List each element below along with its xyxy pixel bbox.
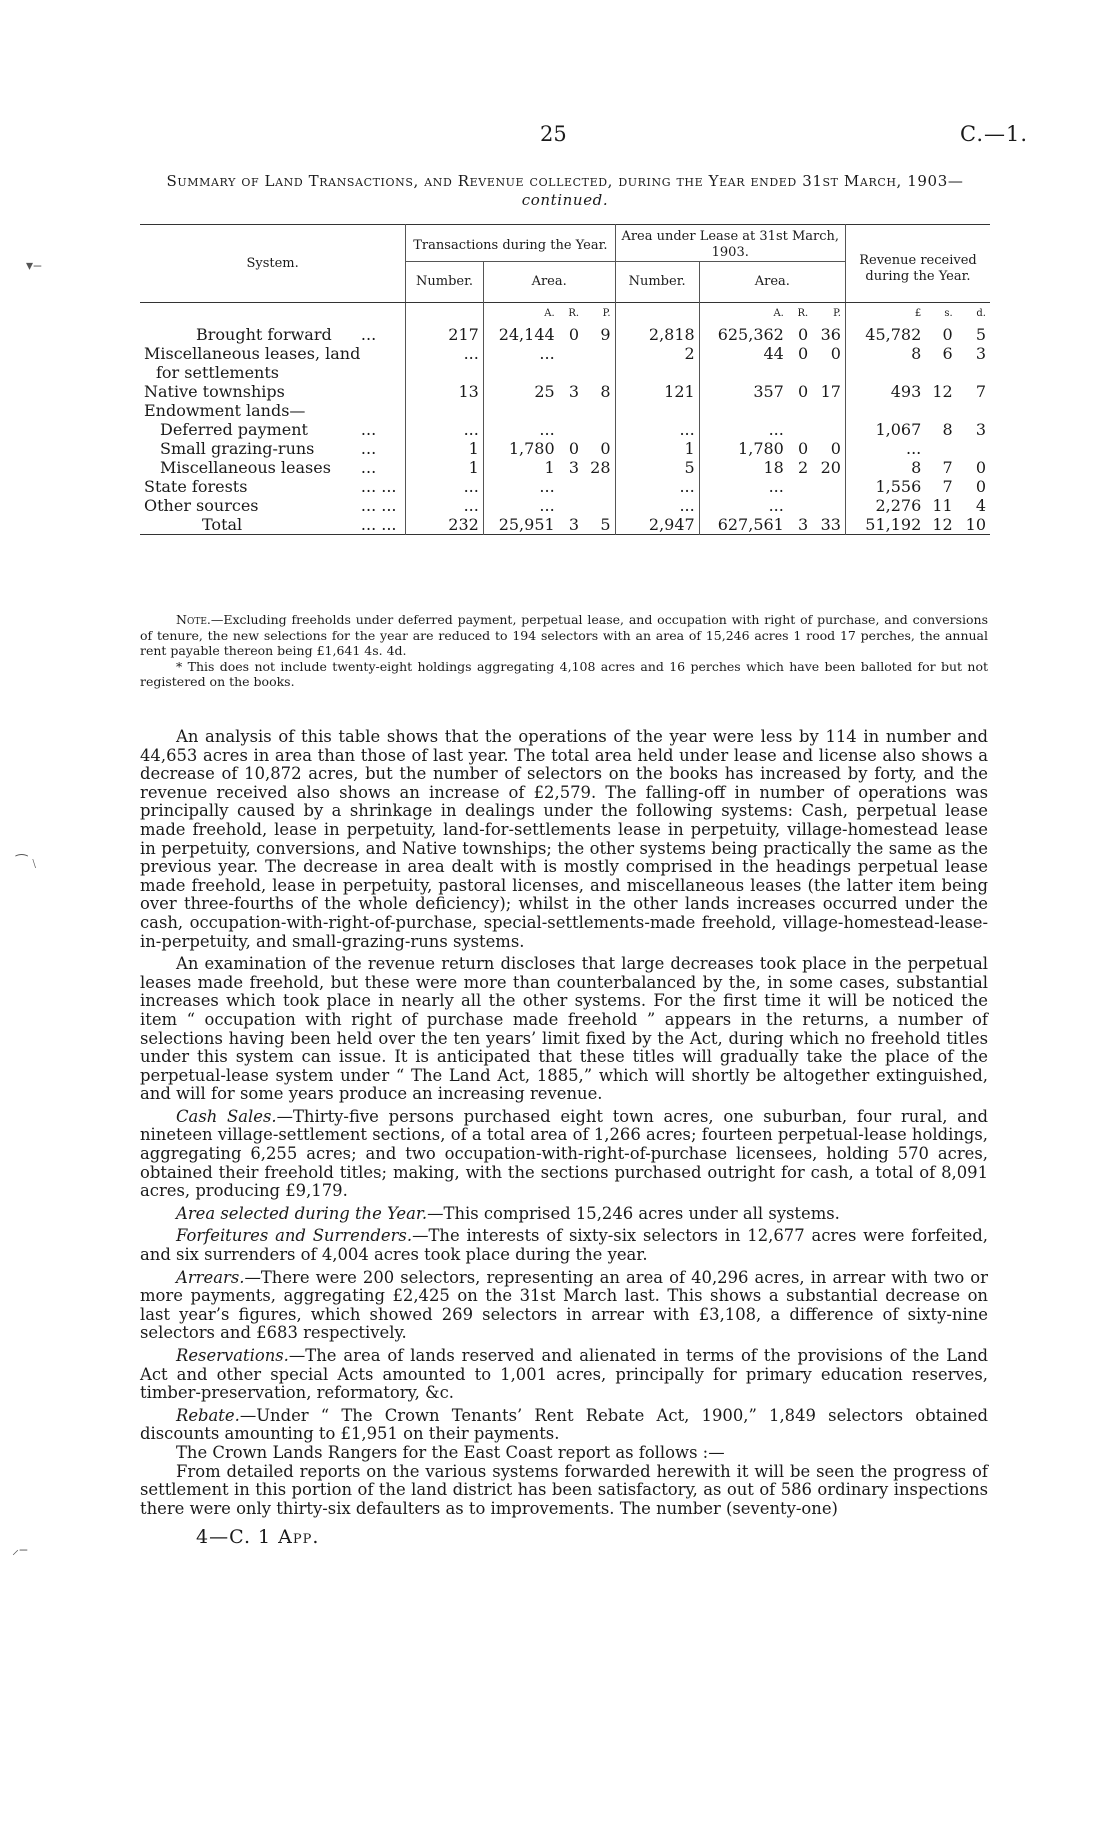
header-number-2: Number.	[615, 262, 699, 303]
paragraph-reservations: Reservations.—The area of lands reserved and alienated in terms of the provisions of the Land Act and other special Acts amounted to 1,001 acres, principally for primary education reserves, timber-preservation, reformatory, &c.	[140, 1346, 988, 1403]
title-continued: continued.	[521, 191, 609, 209]
note-label: Note.	[176, 612, 211, 627]
paragraph-analysis: An analysis of this table shows that the operations of the year were less by 114 in number and 44,653 acres in area than those of last year. The total area held under lease and license also shows a decrease of 10,872 acres, but the number of selectors on the books has increased by forty, and the revenue received also shows an increase of £2,579. The falling-off in number of operations was principally caused by a shrinkage in dealings under the following systems: Cash, perpetual lease made freehold, lease in perpetuity, land-for-settlements lease in perpetuity, village-homestead lease in perpetuity, conversions, and Native townships; the other systems being practically the same as the previous year. The decrease in area dealt with is mostly comprised in the headings perpetual lease made freehold, lease in perpetuity, pastoral licenses, and miscellaneous leases (the latter item being over three-fourths of the whole deficiency); whilst in the other lands increases occurred under the cash, occupation-with-right-of-purchase, special-settlements-made freehold, village-homestead-lease-in-perpetuity, and small-grazing-runs systems.	[140, 727, 988, 951]
header-revenue: Revenue received during the Year.	[845, 225, 990, 303]
table-row: Small grazing-runs ... 1 1,780 0 0 1 1,780 0 0 ...	[160, 438, 922, 458]
margin-mark: ⁀﹨	[16, 855, 42, 871]
paragraph-revenue: An examination of the revenue return discloses that large decreases took place in the perpetual leases made freehold, but these were more than counterbalanced by the, in some cases, substantial increases which took place in nearly all the other systems. For the first time it will be noticed the item “ occupation with right of purchase made freehold ” appears in the returns, a number of selections having been held over the ten years’ limit fixed by the Act, during which no freehold titles under this system can issue. It is anticipated that these titles will gradually take the place of the perpetual-lease system under “ The Land Act, 1885,” which will shortly be altogether extinguished, and will for some years produce an increasing revenue.	[140, 954, 988, 1104]
table-row: Brought forward ... 217 24,144 0 9 2,818 625,362 0 36 45,782 0 5	[196, 324, 986, 344]
footnote: * This does not include twenty-eight holdings aggregating 4,108 acres and 16 perches which have been balloted for but not registered on the books.	[140, 658, 988, 689]
paragraph-cash-sales: Cash Sales.—Thirty-five persons purchased eight town acres, one suburban, four rural, and nineteen village-settlement sections, of a total area of 1,266 acres; fourteen perpetual-lease holdings, aggregating 6,255 acres; and two occupation-with-right-of-purchase licensees, holding 570 acres, obtained their freehold titles; making, with the sections purchased outright for cash, a total of 8,091 acres, producing £9,179.	[140, 1106, 988, 1201]
header-number-1: Number.	[406, 262, 484, 303]
table-notes	[140, 612, 988, 690]
margin-mark: ⸝‒	[12, 1542, 28, 1558]
header-area-lease: Area under Lease at 31st March, 1903.	[615, 225, 845, 262]
unit-pounds: £	[914, 308, 922, 320]
unit-roods-1: R.	[568, 308, 580, 320]
table-row: Miscellaneous leases ... 1 1 3 28 5 18 2 20 8 7 0	[160, 457, 986, 477]
table-row: Deferred payment ... ... ... ... ... 1,067 8 3	[160, 419, 986, 439]
report-body	[140, 728, 988, 1522]
page-number: 25	[540, 122, 567, 146]
paragraph-east-coast: From detailed reports on the various systems forwarded herewith it will be seen the progress of settlement in this portion of the land district has been satisfactory, as out of 586 ordinary inspections there were only thirty-six defaulters as to improvements. The number (seventy-one)	[140, 1461, 988, 1518]
table-row: Other sources ... ... ... ... ... ... 2,276 11 4	[144, 495, 986, 515]
title-lead: Summary of Land Transactions, and Revenue collected, during the Year ended 31st March, 1903—	[166, 172, 964, 190]
paragraph-rebate: Rebate.—Under “ The Crown Tenants’ Rent Rebate Act, 1900,” 1,849 selectors obtained discounts amounting to £1,951 on their payments.	[140, 1405, 988, 1444]
margin-mark: ▾‒	[26, 258, 42, 274]
unit-shillings: s.	[944, 308, 953, 320]
table-row: State forests ... ... ... ... ... ... 1,556 7 0	[144, 476, 986, 496]
table-row: Endowment lands—	[140, 401, 990, 420]
paragraph-arrears: Arrears.—There were 200 selectors, representing an area of 40,296 acres, in arrear with two or more payments, aggregating £2,425 on the 31st March last. This shows a substantial decrease on last year’s figures, which showed 269 selectors in arrear with £3,108, a difference of sixty-nine selectors and £683 respectively.	[140, 1267, 988, 1343]
signature-mark: 4—C. 1 App.	[196, 1526, 320, 1548]
table-row: for settlements	[140, 363, 990, 382]
paragraph-rangers: The Crown Lands Rangers for the East Coast report as follows :—	[176, 1442, 725, 1462]
note	[140, 612, 988, 659]
unit-perches-1: P.	[583, 303, 615, 325]
note-text: —Excluding freeholds under deferred payment, perpetual lease, and occupation with right of purchase, and conversions of tenure, the new selections for the year are reduced to 194 selectors with an area of 15,246 acres 1 rood 17 perches, the annual rent payable thereon being £1,641 4s. 4d.	[140, 612, 988, 658]
header-area-2: Area.	[699, 262, 845, 303]
land-transactions-table	[140, 224, 990, 535]
unit-perches-2: P.	[812, 303, 845, 325]
table-row: Miscellaneous leases, land ... ... 2 44 0 0 8 6 3	[140, 344, 990, 363]
table-row: Native townships 13 25 3 8 121 357 0 17 493 12 7	[144, 381, 986, 401]
paragraph-forfeitures: Forfeitures and Surrenders.—The interests of sixty-six selectors in 12,677 acres were forfeited, and six surrenders of 4,004 acres took place during the year.	[140, 1226, 988, 1265]
unit-pence: d.	[976, 308, 986, 320]
unit-roods-2: R.	[797, 308, 809, 320]
header-transactions: Transactions during the Year.	[406, 225, 615, 262]
document-reference: C.—1.	[960, 122, 1029, 146]
paragraph-area-selected: Area selected during the Year.—This comprised 15,246 acres under all systems.	[176, 1203, 840, 1223]
table-title	[135, 172, 995, 210]
unit-acres-1: A.	[544, 308, 555, 320]
total-row: Total ... ... 232 25,951 3 5 2,947 627,561 3 33 51,192 12 10	[140, 515, 990, 535]
header-system: System.	[140, 225, 406, 303]
unit-acres-2: A.	[773, 308, 784, 320]
header-area-1: Area.	[483, 262, 615, 303]
